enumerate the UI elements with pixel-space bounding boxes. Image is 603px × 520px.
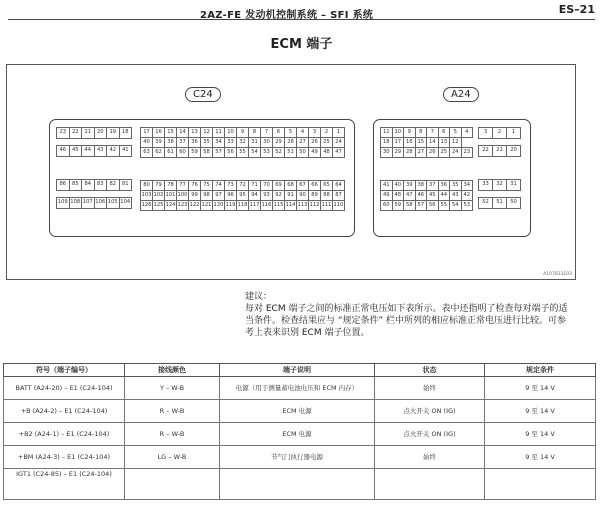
header-rule bbox=[8, 19, 595, 20]
connector-pin: 88 bbox=[320, 190, 333, 201]
header-title: 2AZ-FE 发动机控制系统 – SFI 系统 bbox=[200, 10, 374, 21]
diagram-code: A107831E03 bbox=[543, 272, 572, 277]
column-header: 规定条件 bbox=[485, 364, 596, 377]
connector-pin: 37 bbox=[426, 180, 439, 191]
connector-pin: 10 bbox=[392, 127, 405, 138]
connector-pin: 89 bbox=[308, 190, 321, 201]
connector-pin: 82 bbox=[106, 179, 120, 191]
connector-pin: 118 bbox=[236, 200, 249, 211]
connector-pin: 50 bbox=[506, 197, 521, 209]
column-header: 状态 bbox=[375, 364, 485, 377]
connector-pin: 8 bbox=[248, 127, 261, 138]
table-cell: Y – W-B bbox=[125, 377, 220, 400]
connector-pin: 69 bbox=[272, 180, 285, 191]
connector-label-a24: A24 bbox=[443, 87, 479, 102]
connector-pin: 117 bbox=[248, 200, 261, 211]
connector-pin: 41 bbox=[380, 180, 393, 191]
connector-pin: 48 bbox=[320, 147, 333, 158]
connector-pin: 111 bbox=[320, 200, 333, 211]
connector-pin: 76 bbox=[188, 180, 201, 191]
connector-pin: 25 bbox=[438, 147, 451, 158]
connector-pin: 72 bbox=[236, 180, 249, 191]
connector-pin: 52 bbox=[272, 147, 285, 158]
connector-pin: 43 bbox=[94, 145, 108, 157]
connector-pin: 66 bbox=[308, 180, 321, 191]
connector-pin: 39 bbox=[152, 137, 165, 148]
connector-pin: 110 bbox=[332, 200, 345, 211]
connector-pin: 71 bbox=[248, 180, 261, 191]
connector-pin: 41 bbox=[119, 145, 133, 157]
table-cell: +BM (A24-3) – E1 (C24-104) bbox=[4, 446, 125, 469]
connector-pin: 105 bbox=[106, 197, 120, 209]
connector-pin: 39 bbox=[403, 180, 416, 191]
connector-pin: 1 bbox=[506, 127, 521, 139]
terminal-spec-table bbox=[3, 363, 596, 500]
ecm-connector-diagram bbox=[6, 64, 576, 280]
connector-pin: 14 bbox=[426, 137, 439, 148]
connector-pin: 36 bbox=[188, 137, 201, 148]
connector-pin: 57 bbox=[415, 200, 428, 211]
section-title: ECM 端子 bbox=[270, 37, 333, 52]
connector-pin: 43 bbox=[449, 190, 462, 201]
page-header bbox=[0, 0, 603, 22]
connector-pin: 63 bbox=[140, 147, 153, 158]
connector-pin: 35 bbox=[200, 137, 213, 148]
connector-pin: 99 bbox=[188, 190, 201, 201]
connector-pin: 101 bbox=[164, 190, 177, 201]
connector-pin: 38 bbox=[415, 180, 428, 191]
connector-pin: 78 bbox=[164, 180, 177, 191]
connector-pin: 52 bbox=[478, 197, 493, 209]
connector-pin: 80 bbox=[140, 180, 153, 191]
connector-pin: 11 bbox=[212, 127, 225, 138]
connector-pin: 17 bbox=[140, 127, 153, 138]
table-cell: IGT1 (C24-85) – E1 (C24-104) bbox=[4, 469, 125, 500]
connector-pin: 16 bbox=[403, 137, 416, 148]
connector-pin: 108 bbox=[69, 197, 83, 209]
connector-pin: 29 bbox=[392, 147, 405, 158]
table-cell: 9 至 14 V bbox=[485, 446, 596, 469]
connector-pin: 70 bbox=[260, 180, 273, 191]
connector-pin: 26 bbox=[308, 137, 321, 148]
connector-pin: 60 bbox=[176, 147, 189, 158]
connector-pin: 7 bbox=[260, 127, 273, 138]
connector-pin: 34 bbox=[212, 137, 225, 148]
table-cell: LG – W-B bbox=[125, 446, 220, 469]
connector-pin: 6 bbox=[438, 127, 451, 138]
table-cell bbox=[485, 469, 596, 500]
table-row bbox=[4, 377, 596, 400]
table-cell: R – W-B bbox=[125, 423, 220, 446]
connector-pin: 28 bbox=[403, 147, 416, 158]
connector-pin: 32 bbox=[236, 137, 249, 148]
connector-pin: 24 bbox=[332, 137, 345, 148]
connector-pin: 15 bbox=[415, 137, 428, 148]
table-row bbox=[4, 400, 596, 423]
connector-pin: 11 bbox=[380, 127, 393, 138]
table-cell: 点火开关 ON (IG) bbox=[375, 400, 485, 423]
connector-pin: 61 bbox=[164, 147, 177, 158]
connector-pin: 21 bbox=[492, 145, 507, 157]
connector-pin: 46 bbox=[415, 190, 428, 201]
connector-pin: 9 bbox=[403, 127, 416, 138]
connector-a24-body bbox=[373, 119, 531, 237]
connector-pin: 115 bbox=[272, 200, 285, 211]
connector-pin: 94 bbox=[248, 190, 261, 201]
connector-pin: 12 bbox=[200, 127, 213, 138]
connector-pin: 90 bbox=[296, 190, 309, 201]
table-cell: 节气门执行器电源 bbox=[220, 446, 375, 469]
page-number: ES–21 bbox=[558, 3, 595, 16]
connector-pin: 122 bbox=[188, 200, 201, 211]
connector-pin: 106 bbox=[94, 197, 108, 209]
connector-pin: 17 bbox=[392, 137, 405, 148]
connector-pin: 79 bbox=[152, 180, 165, 191]
connector-pin: 104 bbox=[119, 197, 133, 209]
table-cell: ECM 电源 bbox=[220, 400, 375, 423]
connector-pin: 59 bbox=[392, 200, 405, 211]
connector-pin: 1 bbox=[332, 127, 345, 138]
table-cell bbox=[220, 469, 375, 500]
table-cell: ECM 电源 bbox=[220, 423, 375, 446]
connector-pin: 16 bbox=[152, 127, 165, 138]
connector-pin: 24 bbox=[449, 147, 462, 158]
connector-pin: 64 bbox=[332, 180, 345, 191]
connector-pin: 87 bbox=[332, 190, 345, 201]
table-cell: +B2 (A24-1) – E1 (C24-104) bbox=[4, 423, 125, 446]
connector-pin: 31 bbox=[506, 179, 521, 191]
connector-pin: 68 bbox=[284, 180, 297, 191]
connector-pin: 109 bbox=[56, 197, 70, 209]
connector-pin: 50 bbox=[296, 147, 309, 158]
connector-pin: 4 bbox=[461, 127, 474, 138]
table-cell: 始终 bbox=[375, 446, 485, 469]
connector-pin: 18 bbox=[119, 127, 133, 139]
connector-pin: 98 bbox=[200, 190, 213, 201]
connector-pin: 42 bbox=[106, 145, 120, 157]
note-label: 建议： bbox=[245, 292, 273, 302]
connector-pin: 102 bbox=[152, 190, 165, 201]
table-cell: +B (A24-2) – E1 (C24-104) bbox=[4, 400, 125, 423]
table-cell: 点火开关 ON (IG) bbox=[375, 423, 485, 446]
connector-pin: 7 bbox=[426, 127, 439, 138]
connector-pin: 8 bbox=[415, 127, 428, 138]
table-row bbox=[4, 446, 596, 469]
connector-pin: 124 bbox=[164, 200, 177, 211]
connector-pin: 49 bbox=[308, 147, 321, 158]
table-cell: 9 至 14 V bbox=[485, 377, 596, 400]
connector-pin: 51 bbox=[492, 197, 507, 209]
connector-pin: 40 bbox=[392, 180, 405, 191]
connector-pin: 22 bbox=[69, 127, 83, 139]
column-header: 符号（端子编号） bbox=[4, 364, 125, 377]
connector-pin: 85 bbox=[69, 179, 83, 191]
column-header: 接线颜色 bbox=[125, 364, 220, 377]
connector-pin: 4 bbox=[296, 127, 309, 138]
connector-pin: 23 bbox=[461, 147, 474, 158]
connector-pin: 54 bbox=[248, 147, 261, 158]
connector-pin: 126 bbox=[140, 200, 153, 211]
connector-pin: 27 bbox=[415, 147, 428, 158]
connector-pin: 5 bbox=[449, 127, 462, 138]
connector-pin: 65 bbox=[320, 180, 333, 191]
connector-pin: 46 bbox=[56, 145, 70, 157]
connector-pin: 125 bbox=[152, 200, 165, 211]
table-cell: BATT (A24-20) – E1 (C24-104) bbox=[4, 377, 125, 400]
connector-pin: 12 bbox=[449, 137, 462, 148]
connector-pin: 49 bbox=[380, 190, 393, 201]
connector-pin: 32 bbox=[492, 179, 507, 191]
connector-pin: 121 bbox=[200, 200, 213, 211]
connector-pin: 95 bbox=[236, 190, 249, 201]
connector-pin: 103 bbox=[140, 190, 153, 201]
connector-pin: 86 bbox=[56, 179, 70, 191]
connector-pin: 47 bbox=[403, 190, 416, 201]
connector-c24-body bbox=[49, 119, 355, 237]
connector-pin: 14 bbox=[176, 127, 189, 138]
connector-pin: 44 bbox=[81, 145, 95, 157]
connector-pin: 10 bbox=[224, 127, 237, 138]
connector-pin: 27 bbox=[296, 137, 309, 148]
table-header-row bbox=[4, 364, 596, 377]
connector-pin: 3 bbox=[478, 127, 493, 139]
connector-pin: 97 bbox=[212, 190, 225, 201]
connector-pin: 56 bbox=[426, 200, 439, 211]
connector-pin: 35 bbox=[449, 180, 462, 191]
connector-pin: 30 bbox=[260, 137, 273, 148]
connector-pin: 74 bbox=[212, 180, 225, 191]
connector-pin: 123 bbox=[176, 200, 189, 211]
connector-pin: 34 bbox=[461, 180, 474, 191]
connector-pin: 44 bbox=[438, 190, 451, 201]
connector-pin: 60 bbox=[380, 200, 393, 211]
connector-pin: 31 bbox=[248, 137, 261, 148]
connector-pin: 48 bbox=[392, 190, 405, 201]
connector-pin: 113 bbox=[296, 200, 309, 211]
connector-pin: 114 bbox=[284, 200, 297, 211]
connector-pin: 58 bbox=[403, 200, 416, 211]
connector-pin: 42 bbox=[461, 190, 474, 201]
connector-pin: 37 bbox=[176, 137, 189, 148]
connector-pin: 51 bbox=[284, 147, 297, 158]
connector-pin: 33 bbox=[224, 137, 237, 148]
connector-pin: 53 bbox=[461, 200, 474, 211]
table-cell: 电源（用于测量蓄电池电压和 ECM 内存） bbox=[220, 377, 375, 400]
connector-pin: 40 bbox=[140, 137, 153, 148]
table-cell: 始终 bbox=[375, 377, 485, 400]
connector-pin: 59 bbox=[188, 147, 201, 158]
connector-pin: 28 bbox=[284, 137, 297, 148]
connector-pin: 15 bbox=[164, 127, 177, 138]
connector-pin: 116 bbox=[260, 200, 273, 211]
connector-pin: 83 bbox=[94, 179, 108, 191]
connector-pin: 55 bbox=[236, 147, 249, 158]
connector-pin: 57 bbox=[212, 147, 225, 158]
connector-pin: 6 bbox=[272, 127, 285, 138]
connector-pin: 81 bbox=[119, 179, 133, 191]
connector-pin: 47 bbox=[332, 147, 345, 158]
table-cell: 9 至 14 V bbox=[485, 423, 596, 446]
connector-pin: 20 bbox=[506, 145, 521, 157]
table-row bbox=[4, 469, 596, 500]
connector-pin: 53 bbox=[260, 147, 273, 158]
connector-pin: 84 bbox=[81, 179, 95, 191]
connector-pin: 30 bbox=[380, 147, 393, 158]
connector-pin: 112 bbox=[308, 200, 321, 211]
connector-pin: 120 bbox=[212, 200, 225, 211]
table-row bbox=[4, 423, 596, 446]
connector-pin: 22 bbox=[478, 145, 493, 157]
connector-pin: 26 bbox=[426, 147, 439, 158]
connector-pin: 2 bbox=[320, 127, 333, 138]
connector-pin: 33 bbox=[478, 179, 493, 191]
connector-pin: 45 bbox=[426, 190, 439, 201]
connector-pin: 91 bbox=[284, 190, 297, 201]
table-cell: 9 至 14 V bbox=[485, 400, 596, 423]
connector-pin: 58 bbox=[200, 147, 213, 158]
connector-pin: 19 bbox=[106, 127, 120, 139]
column-header: 端子说明 bbox=[220, 364, 375, 377]
connector-pin: 36 bbox=[438, 180, 451, 191]
connector-pin: 9 bbox=[236, 127, 249, 138]
connector-pin: 25 bbox=[320, 137, 333, 148]
connector-pin: 73 bbox=[224, 180, 237, 191]
connector-pin: 75 bbox=[200, 180, 213, 191]
connector-pin: 3 bbox=[308, 127, 321, 138]
table-cell bbox=[375, 469, 485, 500]
connector-pin: 119 bbox=[224, 200, 237, 211]
connector-pin: 62 bbox=[152, 147, 165, 158]
table-cell bbox=[125, 469, 220, 500]
note-text: 每对 ECM 端子之间的标准正常电压如下表所示。表中还指明了检查每对端子的适当条件。检查结果应与 “规定条件” 栏中所列的相应标准正常电压进行比较。可参考上表来识别 ECM 端子位置。 bbox=[245, 304, 568, 338]
connector-pin: 5 bbox=[284, 127, 297, 138]
connector-pin: 56 bbox=[224, 147, 237, 158]
connector-pin: 92 bbox=[272, 190, 285, 201]
connector-pin: 54 bbox=[449, 200, 462, 211]
connector-pin: 18 bbox=[380, 137, 393, 148]
connector-pin: 13 bbox=[188, 127, 201, 138]
connector-pin: 77 bbox=[176, 180, 189, 191]
connector-label-c24: C24 bbox=[185, 87, 221, 102]
connector-pin: 55 bbox=[438, 200, 451, 211]
connector-pin: 107 bbox=[81, 197, 95, 209]
connector-pin: 13 bbox=[438, 137, 451, 148]
connector-pin: 93 bbox=[260, 190, 273, 201]
connector-pin: 67 bbox=[296, 180, 309, 191]
connector-pin: 21 bbox=[81, 127, 95, 139]
connector-pin: 29 bbox=[272, 137, 285, 148]
note-block bbox=[245, 291, 575, 339]
connector-pin: 45 bbox=[69, 145, 83, 157]
connector-pin: 2 bbox=[492, 127, 507, 139]
table-cell: R – W-B bbox=[125, 400, 220, 423]
connector-pin: 20 bbox=[94, 127, 108, 139]
connector-pin: 38 bbox=[164, 137, 177, 148]
connector-pin: 96 bbox=[224, 190, 237, 201]
connector-pin: 23 bbox=[56, 127, 70, 139]
connector-pin: 100 bbox=[176, 190, 189, 201]
